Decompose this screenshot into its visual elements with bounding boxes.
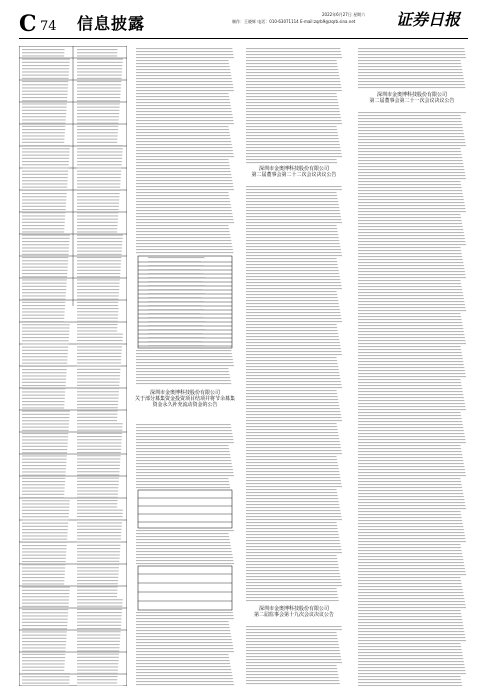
column-4-content xyxy=(356,46,468,686)
notice-title-3 xyxy=(356,92,468,104)
notice-company-3: 深圳市金奥博科技股份有限公司 xyxy=(376,92,447,98)
column-3-content xyxy=(244,46,344,686)
notice-subtitle-4: 第二届监事会第十九次会议决议公告 xyxy=(253,612,334,618)
masthead xyxy=(0,0,484,40)
column-1-table xyxy=(19,46,127,686)
notice-company-2: 深圳市金奥博科技股份有限公司 xyxy=(258,166,329,172)
notice-title-1 xyxy=(134,390,236,408)
notice-title-2 xyxy=(244,166,344,178)
newspaper-logo: 证券日报 xyxy=(396,10,461,29)
column-3 xyxy=(244,46,344,686)
notice-company-1: 深圳市金奥博科技股份有限公司 xyxy=(149,390,220,396)
column-4 xyxy=(356,46,468,686)
column-1 xyxy=(19,46,127,686)
header-rule xyxy=(19,38,468,39)
notice-title-4 xyxy=(244,606,344,618)
column-2 xyxy=(134,46,236,686)
contact-line: 制作：王晓辉 电话：010-63071114 E-mail:zqrb9@zqrb.sina.net xyxy=(232,19,356,24)
page-number: 74 xyxy=(40,19,57,34)
section-title: 信息披露 xyxy=(77,14,146,33)
notice-subtitle-3: 第二届董事会第二十一次会议决议公告 xyxy=(369,98,455,104)
notice-subtitle-2: 第二届董事会第二十二次会议决议公告 xyxy=(251,172,337,178)
notice-company-4: 深圳市金奥博科技股份有限公司 xyxy=(258,606,329,612)
date-line: 2022年6月27日 星期六 xyxy=(322,12,366,17)
notice-subtitle-1: 关于部分募集资金投资项目结项并将节余募集资金永久补充流动资金的公告 xyxy=(134,396,235,408)
column-2-content xyxy=(134,46,236,686)
page-letter: C xyxy=(19,11,37,37)
